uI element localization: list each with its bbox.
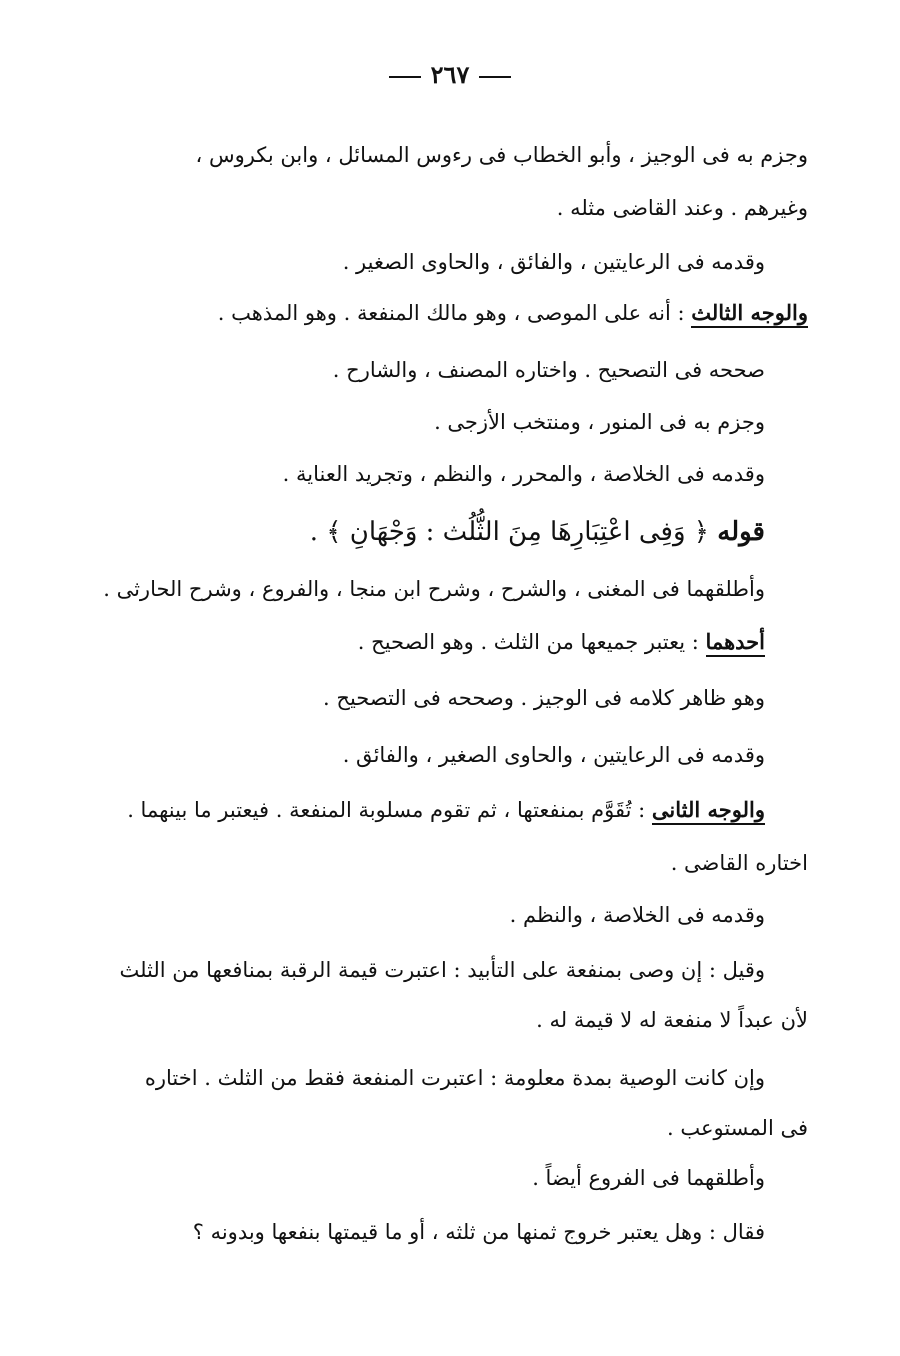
line-text: وهو ظاهر كلامه فى الوجيز . وصححه فى التصحيح . <box>323 686 765 710</box>
page-number-dash-left <box>479 76 511 78</box>
text-line <box>218 298 808 328</box>
text-line <box>434 407 765 437</box>
text-line <box>536 1005 808 1035</box>
section-heading: والوجه الثانى <box>652 797 765 825</box>
text-line <box>333 355 765 385</box>
line-text: فقال : وهل يعتبر خروج ثمنها من ثلثه ، أو ما قيمتها بنفعها وبدونه ؟ <box>192 1220 765 1244</box>
page-number <box>0 60 900 89</box>
line-text: وقيل : إن وصى بمنفعة على التأبيد : اعتبرت قيمة الرقبة بمنافعها من الثلث <box>119 958 765 982</box>
text-line <box>323 683 765 713</box>
line-text: : أنه على الموصى ، وهو مالك المنفعة . وهو المذهب . <box>217 301 692 325</box>
line-text: : تُقَوَّم بمنفعتها ، ثم تقوم مسلوبة المنفعة . فيعتبر ما بينهما . <box>127 798 652 822</box>
text-line <box>667 1113 808 1143</box>
text-line <box>127 795 765 825</box>
line-text: صححه فى التصحيح . واختاره المصنف ، والشارح . <box>332 358 765 382</box>
line-text: وغيرهم . وعند القاضى مثله . <box>556 196 808 220</box>
text-line <box>119 955 765 985</box>
line-text: وقدمه فى الرعايتين ، والحاوى الصغير ، والفائق . <box>342 743 765 767</box>
page-number-dash-right <box>389 76 421 78</box>
text-line <box>671 848 808 878</box>
line-text: لأن عبداً لا منفعة له لا قيمة له . <box>536 1008 808 1032</box>
text-line <box>283 459 765 489</box>
line-text: وقدمه فى الرعايتين ، والفائق ، والحاوى الصغير . <box>342 250 765 274</box>
text-line <box>358 627 765 657</box>
line-text: : يعتبر جميعها من الثلث . وهو الصحيح . <box>357 630 706 654</box>
section-heading: والوجه الثالث <box>691 300 808 328</box>
line-text: اختاره القاضى . <box>670 851 808 875</box>
text-line <box>343 740 765 770</box>
text-line <box>193 1217 765 1247</box>
quote-text: ﴿ وَفِى اعْتِبَارِهَا مِنَ الثُّلُث : وَجْهَانِ ﴾ . <box>309 517 718 547</box>
page-number-value: ٢٦٧ <box>430 60 470 89</box>
line-text: وأطلقهما فى الفروع أيضاً . <box>532 1166 765 1190</box>
line-text: وأطلقهما فى المغنى ، والشرح ، وشرح ابن منجا ، والفروع ، وشرح الحارثى . <box>103 577 765 601</box>
line-text: وجزم به فى الوجيز ، وأبو الخطاب فى رءوس المسائل ، وابن بكروس ، <box>195 143 808 167</box>
line-text: فى المستوعب . <box>666 1116 808 1140</box>
text-line <box>510 900 765 930</box>
section-heading: أحدهما <box>706 629 765 657</box>
text-line <box>103 574 765 604</box>
line-text: وجزم به فى المنور ، ومنتخب الأزجى . <box>434 410 765 434</box>
quote-line <box>310 512 765 552</box>
text-line <box>195 140 808 170</box>
text-line <box>532 1163 765 1193</box>
text-line <box>557 193 808 223</box>
line-text: وقدمه فى الخلاصة ، والنظم . <box>509 903 765 927</box>
text-line <box>145 1063 765 1093</box>
line-text: وقدمه فى الخلاصة ، والمحرر ، والنظم ، وتجريد العناية . <box>282 462 765 486</box>
text-line <box>343 247 765 277</box>
quote-label: قوله <box>717 517 765 547</box>
line-text: وإن كانت الوصية بمدة معلومة : اعتبرت المنفعة فقط من الثلث . اختاره <box>144 1066 765 1090</box>
